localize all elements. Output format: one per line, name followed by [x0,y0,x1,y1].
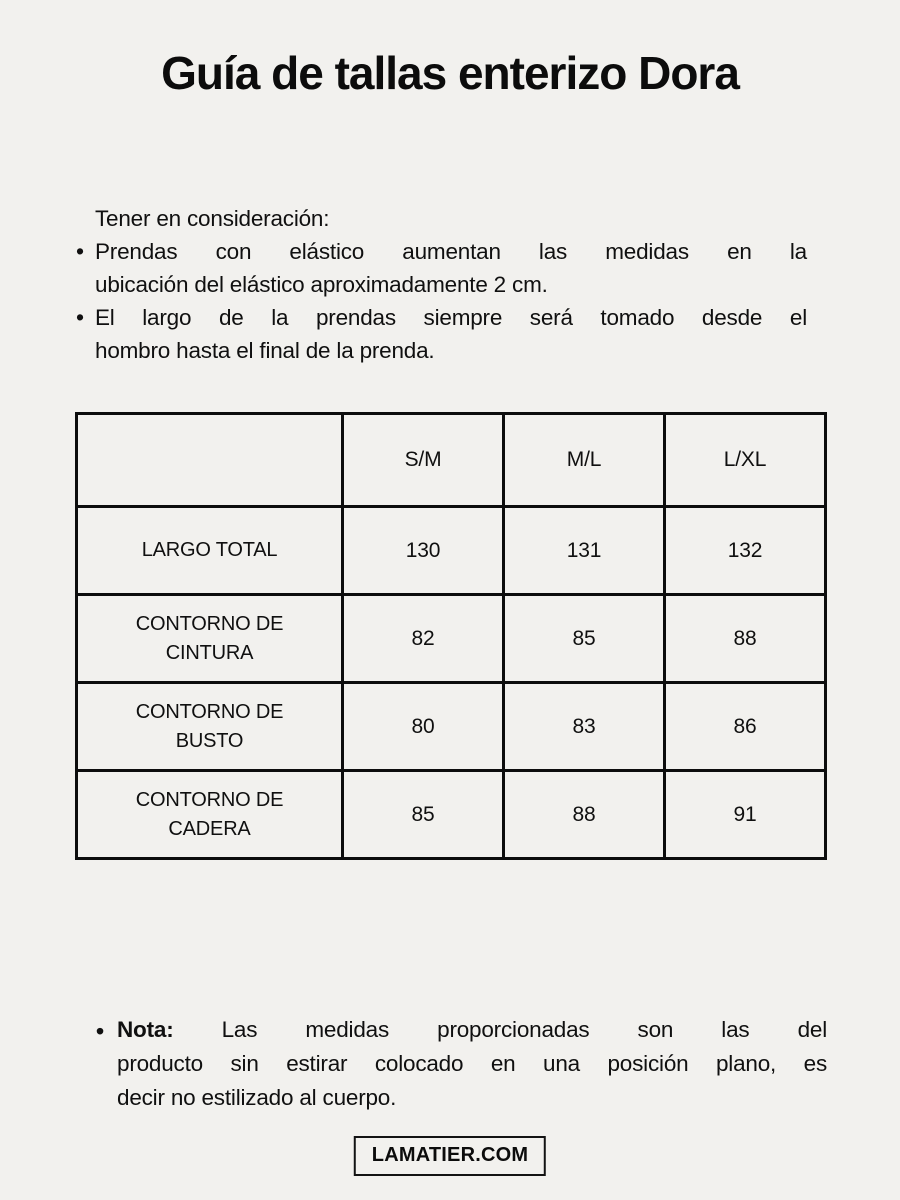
row-label-line: LARGO TOTAL [141,539,278,561]
row-label-line: CINTURA [165,641,254,664]
cell-value: 132 [665,507,826,595]
bullet-line: • Prendas con elástico aumentan las medidas en la [95,239,807,264]
row-label [77,683,343,771]
cell-value: 130 [343,507,504,595]
note-label: Nota: [117,1017,174,1042]
row-label-line: CADERA [168,817,251,840]
size-table-header-row [77,414,826,507]
row-label [77,595,343,683]
page-title: Guía de tallas enterizo Dora [161,47,739,99]
bullet-line: ubicación del elástico aproximadamente 2 cm. [95,272,548,297]
size-table [75,412,827,860]
table-row-contorno-cadera [77,771,826,859]
note-section [95,1013,827,1115]
table-row-contorno-busto [77,683,826,771]
note-line [117,1013,827,1047]
cell-value: 83 [504,683,665,771]
row-label [77,507,343,595]
size-table-header-sm: S/M [343,414,504,507]
considerations-list [75,235,807,367]
note-text: Las medidas proporcionadas son las del [221,1017,827,1042]
cell-value: 91 [665,771,826,859]
row-label [77,771,343,859]
size-table-corner-cell [77,414,343,507]
cell-value: 85 [343,771,504,859]
row-label-line: CONTORNO DE [135,788,284,811]
brand-box [354,1136,546,1176]
table-row-contorno-cintura [77,595,826,683]
brand-label: LAMATIER.COM [371,1144,529,1166]
considerations-section [75,202,807,367]
size-table-header-lxl: L/XL [665,414,826,507]
note-line: decir no estilizado al cuerpo. [117,1085,397,1110]
bullet-line: • El largo de la prendas siempre será tomado desde el [95,305,807,330]
size-table-header-ml: M/L [504,414,665,507]
note-line: producto sin estirar colocado en una posición plano, es [117,1051,827,1076]
consideration-bullet-elastic [75,235,807,301]
cell-value: 131 [504,507,665,595]
cell-value: 86 [665,683,826,771]
row-label-line: CONTORNO DE [135,612,284,635]
bullet-line: hombro hasta el final de la prenda. [95,338,435,363]
consideration-bullet-length [75,301,807,367]
row-label-line: CONTORNO DE [135,700,284,723]
cell-value: 88 [504,771,665,859]
row-label-line: BUSTO [175,729,244,752]
cell-value: 88 [665,595,826,683]
cell-value: 85 [504,595,665,683]
cell-value: 80 [343,683,504,771]
cell-value: 82 [343,595,504,683]
table-row-largo-total [77,507,826,595]
considerations-intro: Tener en consideración: [95,206,330,231]
